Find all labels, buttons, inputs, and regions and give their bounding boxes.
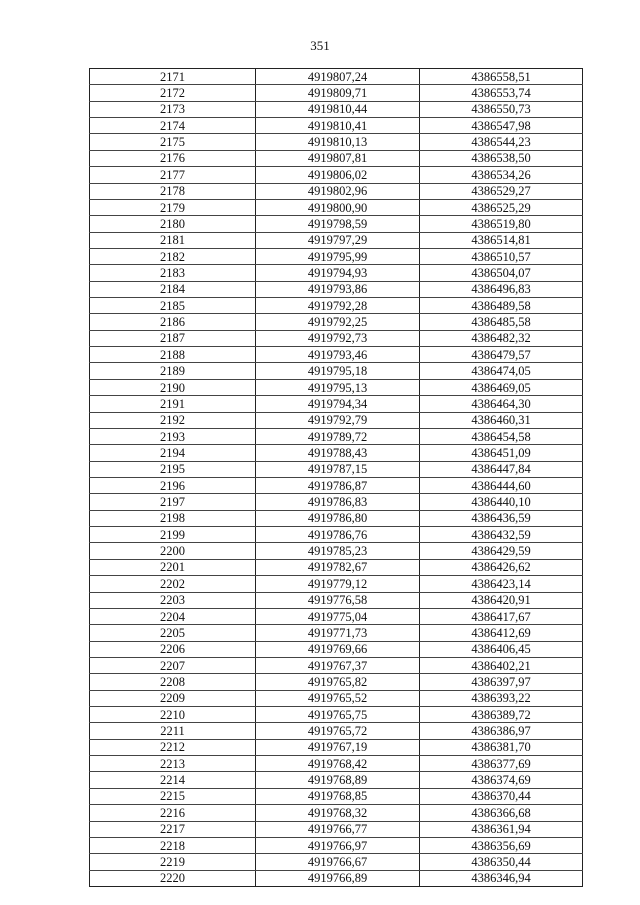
table-row — [90, 347, 583, 363]
y-coordinate-cell: 4386397,97 — [420, 674, 583, 690]
y-coordinate-cell: 4386346,94 — [420, 870, 583, 886]
table-row — [90, 396, 583, 412]
table-row — [90, 788, 583, 804]
table-row — [90, 494, 583, 510]
y-coordinate-cell: 4386550,73 — [420, 101, 583, 117]
table-row — [90, 576, 583, 592]
x-coordinate-cell: 4919786,80 — [256, 510, 420, 526]
y-coordinate-cell: 4386474,05 — [420, 363, 583, 379]
x-coordinate-cell: 4919807,81 — [256, 150, 420, 166]
y-coordinate-cell: 4386547,98 — [420, 118, 583, 134]
point-number-cell: 2179 — [90, 199, 256, 215]
point-number-cell: 2184 — [90, 281, 256, 297]
y-coordinate-cell: 4386440,10 — [420, 494, 583, 510]
point-number-cell: 2208 — [90, 674, 256, 690]
x-coordinate-cell: 4919795,13 — [256, 379, 420, 395]
x-coordinate-cell: 4919797,29 — [256, 232, 420, 248]
y-coordinate-cell: 4386485,58 — [420, 314, 583, 330]
y-coordinate-cell: 4386389,72 — [420, 707, 583, 723]
x-coordinate-cell: 4919789,72 — [256, 428, 420, 444]
table-row — [90, 559, 583, 575]
point-number-cell: 2174 — [90, 118, 256, 134]
x-coordinate-cell: 4919795,18 — [256, 363, 420, 379]
table-row — [90, 101, 583, 117]
x-coordinate-cell: 4919767,19 — [256, 739, 420, 755]
y-coordinate-cell: 4386377,69 — [420, 756, 583, 772]
y-coordinate-cell: 4386402,21 — [420, 657, 583, 673]
point-number-cell: 2213 — [90, 756, 256, 772]
table-row — [90, 772, 583, 788]
point-number-cell: 2173 — [90, 101, 256, 117]
table-row — [90, 821, 583, 837]
x-coordinate-cell: 4919765,72 — [256, 723, 420, 739]
table-row — [90, 379, 583, 395]
x-coordinate-cell: 4919768,32 — [256, 805, 420, 821]
x-coordinate-cell: 4919765,52 — [256, 690, 420, 706]
table-row — [90, 739, 583, 755]
y-coordinate-cell: 4386417,67 — [420, 608, 583, 624]
y-coordinate-cell: 4386447,84 — [420, 461, 583, 477]
table-row — [90, 641, 583, 657]
x-coordinate-cell: 4919768,85 — [256, 788, 420, 804]
y-coordinate-cell: 4386432,59 — [420, 527, 583, 543]
table-row — [90, 330, 583, 346]
point-number-cell: 2219 — [90, 854, 256, 870]
y-coordinate-cell: 4386444,60 — [420, 477, 583, 493]
point-number-cell: 2186 — [90, 314, 256, 330]
page-number: 351 — [310, 38, 330, 53]
x-coordinate-cell: 4919792,28 — [256, 298, 420, 314]
point-number-cell: 2217 — [90, 821, 256, 837]
point-number-cell: 2193 — [90, 428, 256, 444]
table-row — [90, 690, 583, 706]
x-coordinate-cell: 4919795,99 — [256, 248, 420, 264]
y-coordinate-cell: 4386436,59 — [420, 510, 583, 526]
y-coordinate-cell: 4386464,30 — [420, 396, 583, 412]
y-coordinate-cell: 4386496,83 — [420, 281, 583, 297]
y-coordinate-cell: 4386504,07 — [420, 265, 583, 281]
y-coordinate-cell: 4386412,69 — [420, 625, 583, 641]
table-row — [90, 265, 583, 281]
y-coordinate-cell: 4386553,74 — [420, 85, 583, 101]
point-number-cell: 2191 — [90, 396, 256, 412]
y-coordinate-cell: 4386558,51 — [420, 69, 583, 85]
point-number-cell: 2185 — [90, 298, 256, 314]
x-coordinate-cell: 4919792,73 — [256, 330, 420, 346]
x-coordinate-cell: 4919776,58 — [256, 592, 420, 608]
point-number-cell: 2199 — [90, 527, 256, 543]
table-row — [90, 805, 583, 821]
point-number-cell: 2190 — [90, 379, 256, 395]
point-number-cell: 2178 — [90, 183, 256, 199]
point-number-cell: 2218 — [90, 837, 256, 853]
point-number-cell: 2175 — [90, 134, 256, 150]
x-coordinate-cell: 4919798,59 — [256, 216, 420, 232]
x-coordinate-cell: 4919786,83 — [256, 494, 420, 510]
table-row — [90, 837, 583, 853]
point-number-cell: 2207 — [90, 657, 256, 673]
table-row — [90, 232, 583, 248]
x-coordinate-cell: 4919788,43 — [256, 445, 420, 461]
point-number-cell: 2214 — [90, 772, 256, 788]
point-number-cell: 2220 — [90, 870, 256, 886]
x-coordinate-cell: 4919806,02 — [256, 167, 420, 183]
x-coordinate-cell: 4919807,24 — [256, 69, 420, 85]
x-coordinate-cell: 4919769,66 — [256, 641, 420, 657]
point-number-cell: 2202 — [90, 576, 256, 592]
y-coordinate-cell: 4386460,31 — [420, 412, 583, 428]
x-coordinate-cell: 4919786,87 — [256, 477, 420, 493]
point-number-cell: 2210 — [90, 707, 256, 723]
point-number-cell: 2211 — [90, 723, 256, 739]
x-coordinate-cell: 4919794,93 — [256, 265, 420, 281]
point-number-cell: 2197 — [90, 494, 256, 510]
x-coordinate-cell: 4919792,25 — [256, 314, 420, 330]
table-row — [90, 167, 583, 183]
table-row — [90, 248, 583, 264]
x-coordinate-cell: 4919775,04 — [256, 608, 420, 624]
table-row — [90, 412, 583, 428]
x-coordinate-cell: 4919810,13 — [256, 134, 420, 150]
y-coordinate-cell: 4386429,59 — [420, 543, 583, 559]
x-coordinate-cell: 4919802,96 — [256, 183, 420, 199]
table-row — [90, 445, 583, 461]
y-coordinate-cell: 4386451,09 — [420, 445, 583, 461]
y-coordinate-cell: 4386423,14 — [420, 576, 583, 592]
y-coordinate-cell: 4386482,32 — [420, 330, 583, 346]
x-coordinate-cell: 4919765,82 — [256, 674, 420, 690]
y-coordinate-cell: 4386393,22 — [420, 690, 583, 706]
y-coordinate-cell: 4386529,27 — [420, 183, 583, 199]
table-row — [90, 510, 583, 526]
y-coordinate-cell: 4386510,57 — [420, 248, 583, 264]
y-coordinate-cell: 4386374,69 — [420, 772, 583, 788]
point-number-cell: 2188 — [90, 347, 256, 363]
point-number-cell: 2205 — [90, 625, 256, 641]
x-coordinate-cell: 4919766,89 — [256, 870, 420, 886]
point-number-cell: 2187 — [90, 330, 256, 346]
table-row — [90, 298, 583, 314]
x-coordinate-cell: 4919765,75 — [256, 707, 420, 723]
y-coordinate-cell: 4386525,29 — [420, 199, 583, 215]
x-coordinate-cell: 4919793,86 — [256, 281, 420, 297]
y-coordinate-cell: 4386350,44 — [420, 854, 583, 870]
x-coordinate-cell: 4919794,34 — [256, 396, 420, 412]
x-coordinate-cell: 4919767,37 — [256, 657, 420, 673]
point-number-cell: 2206 — [90, 641, 256, 657]
table-row — [90, 723, 583, 739]
table-row — [90, 183, 583, 199]
point-number-cell: 2171 — [90, 69, 256, 85]
point-number-cell: 2181 — [90, 232, 256, 248]
y-coordinate-cell: 4386538,50 — [420, 150, 583, 166]
table-row — [90, 199, 583, 215]
table-row — [90, 281, 583, 297]
x-coordinate-cell: 4919792,79 — [256, 412, 420, 428]
y-coordinate-cell: 4386519,80 — [420, 216, 583, 232]
point-number-cell: 2203 — [90, 592, 256, 608]
table-row — [90, 69, 583, 85]
table-row — [90, 527, 583, 543]
table-row — [90, 543, 583, 559]
table-row — [90, 625, 583, 641]
point-number-cell: 2180 — [90, 216, 256, 232]
table-row — [90, 314, 583, 330]
point-number-cell: 2182 — [90, 248, 256, 264]
y-coordinate-cell: 4386489,58 — [420, 298, 583, 314]
point-number-cell: 2196 — [90, 477, 256, 493]
table-row — [90, 150, 583, 166]
y-coordinate-cell: 4386454,58 — [420, 428, 583, 444]
x-coordinate-cell: 4919766,77 — [256, 821, 420, 837]
table-row — [90, 477, 583, 493]
table-row — [90, 85, 583, 101]
point-number-cell: 2216 — [90, 805, 256, 821]
y-coordinate-cell: 4386356,69 — [420, 837, 583, 853]
point-number-cell: 2183 — [90, 265, 256, 281]
x-coordinate-cell: 4919779,12 — [256, 576, 420, 592]
point-number-cell: 2204 — [90, 608, 256, 624]
point-number-cell: 2176 — [90, 150, 256, 166]
table-row — [90, 756, 583, 772]
y-coordinate-cell: 4386420,91 — [420, 592, 583, 608]
table-row — [90, 216, 583, 232]
y-coordinate-cell: 4386366,68 — [420, 805, 583, 821]
point-number-cell: 2198 — [90, 510, 256, 526]
y-coordinate-cell: 4386514,81 — [420, 232, 583, 248]
y-coordinate-cell: 4386479,57 — [420, 347, 583, 363]
table-row — [90, 608, 583, 624]
table-row — [90, 134, 583, 150]
x-coordinate-cell: 4919810,41 — [256, 118, 420, 134]
point-number-cell: 2177 — [90, 167, 256, 183]
y-coordinate-cell: 4386370,44 — [420, 788, 583, 804]
x-coordinate-cell: 4919810,44 — [256, 101, 420, 117]
table-row — [90, 461, 583, 477]
coordinates-table — [89, 68, 583, 887]
x-coordinate-cell: 4919768,89 — [256, 772, 420, 788]
y-coordinate-cell: 4386544,23 — [420, 134, 583, 150]
y-coordinate-cell: 4386426,62 — [420, 559, 583, 575]
y-coordinate-cell: 4386406,45 — [420, 641, 583, 657]
x-coordinate-cell: 4919809,71 — [256, 85, 420, 101]
x-coordinate-cell: 4919768,42 — [256, 756, 420, 772]
x-coordinate-cell: 4919786,76 — [256, 527, 420, 543]
y-coordinate-cell: 4386381,70 — [420, 739, 583, 755]
point-number-cell: 2194 — [90, 445, 256, 461]
point-number-cell: 2212 — [90, 739, 256, 755]
table-row — [90, 592, 583, 608]
table-row — [90, 854, 583, 870]
table-row — [90, 870, 583, 886]
point-number-cell: 2189 — [90, 363, 256, 379]
x-coordinate-cell: 4919787,15 — [256, 461, 420, 477]
table-row — [90, 363, 583, 379]
x-coordinate-cell: 4919793,46 — [256, 347, 420, 363]
x-coordinate-cell: 4919785,23 — [256, 543, 420, 559]
coordinates-table-body — [90, 69, 583, 887]
table-row — [90, 657, 583, 673]
table-row — [90, 118, 583, 134]
point-number-cell: 2201 — [90, 559, 256, 575]
point-number-cell: 2215 — [90, 788, 256, 804]
y-coordinate-cell: 4386469,05 — [420, 379, 583, 395]
y-coordinate-cell: 4386361,94 — [420, 821, 583, 837]
y-coordinate-cell: 4386534,26 — [420, 167, 583, 183]
point-number-cell: 2200 — [90, 543, 256, 559]
point-number-cell: 2209 — [90, 690, 256, 706]
point-number-cell: 2172 — [90, 85, 256, 101]
x-coordinate-cell: 4919800,90 — [256, 199, 420, 215]
x-coordinate-cell: 4919766,97 — [256, 837, 420, 853]
table-row — [90, 674, 583, 690]
point-number-cell: 2195 — [90, 461, 256, 477]
table-row — [90, 707, 583, 723]
x-coordinate-cell: 4919766,67 — [256, 854, 420, 870]
x-coordinate-cell: 4919771,73 — [256, 625, 420, 641]
table-row — [90, 428, 583, 444]
x-coordinate-cell: 4919782,67 — [256, 559, 420, 575]
point-number-cell: 2192 — [90, 412, 256, 428]
y-coordinate-cell: 4386386,97 — [420, 723, 583, 739]
